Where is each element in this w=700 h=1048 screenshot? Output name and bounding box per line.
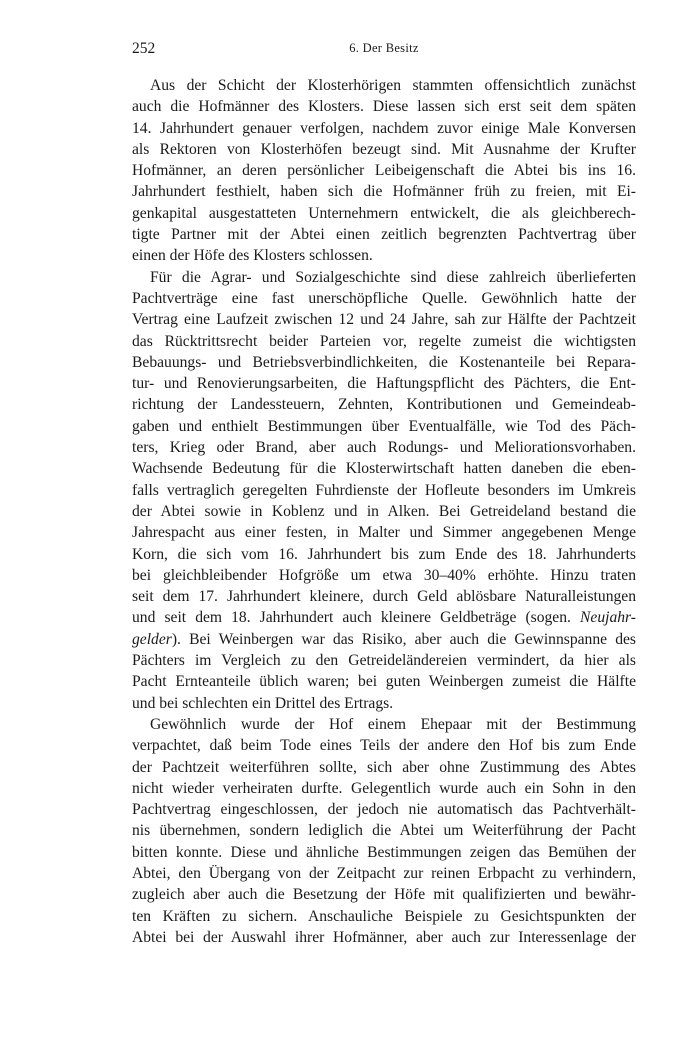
text-line: der Abtei sowie in Koblenz und in Alken. Bei Getreideland bestand die xyxy=(132,502,636,520)
text-line: und bei schlechten ein Drittel des Ertrags. xyxy=(132,694,394,712)
text-line: zugleich aber auch die Besetzung der Höfe mit qualifizierten und bewähr- xyxy=(132,886,636,904)
text-line: Gewöhnlich wurde der Hof einem Ehepaar mit der Bestimmung xyxy=(150,715,636,733)
text-line: Jahrespacht aus einer festen, in Malter und Simmer angegebenen Menge xyxy=(132,524,636,542)
text-line: Aus der Schicht der Klosterhörigen stammten offensichtlich zunächst xyxy=(150,77,636,94)
page-number: 252 xyxy=(132,40,156,57)
text-line: das Rücktrittsrecht beider Parteien vor, regelte zumeist die wichtigsten xyxy=(132,332,636,350)
text-line: Für die Agrar- und Sozialgeschichte sind diese zahlreich überlieferten xyxy=(150,268,636,286)
text-line: Vertrag eine Laufzeit zwischen 12 und 24 Jahre, sah zur Hälfte der Pachtzeit xyxy=(132,311,636,329)
text-line: Pachtverträge eine fast unerschöpfliche Quelle. Gewöhnlich hatte der xyxy=(132,289,636,307)
text-line xyxy=(132,607,636,628)
paragraph xyxy=(132,75,636,267)
text-line: bei gleichbleibender Hofgröße um etwa 30–40% erhöhte. Hinzu traten xyxy=(132,566,636,584)
text-line: verpachtet, daß beim Tode eines Teils der andere den Hof bis zum Ende xyxy=(132,737,636,755)
text-line: richtung der Landessteuern, Zehnten, Kontributionen und Gemeindeab- xyxy=(132,396,636,414)
text-line: nis übernehmen, sondern lediglich die Abtei um Weiterführung der Pacht xyxy=(132,822,636,840)
text-fragment: und seit dem 18. Jahrhundert auch kleinere Geldbeträge (sogen. xyxy=(132,609,580,627)
text-line: bitten konnte. Diese und ähnliche Bestimmungen zeigen das Bemühen der xyxy=(132,843,636,861)
text-line: der Pachtzeit weiterführen sollte, sich aber ohne Zustimmung des Abtes xyxy=(132,758,636,776)
page-header xyxy=(132,40,636,62)
text-line: falls vertraglich geregelten Fuhrdienste der Hofleute besonders im Umkreis xyxy=(132,481,636,499)
text-line: gaben und enthielt Bestimmungen über Eventualfälle, wie Tod des Päch- xyxy=(132,417,636,435)
text-line: Jahrhundert festhielt, haben sich die Hofmänner früh zu freien, mit Ei- xyxy=(132,183,636,201)
text-line xyxy=(132,629,636,650)
text-line: Pächters im Vergleich zu den Getreideländereien vermindert, da hier als xyxy=(132,652,636,670)
paragraph xyxy=(132,714,636,948)
text-line: 14. Jahrhundert genauer verfolgen, nachdem zuvor einige Male Konversen xyxy=(132,119,636,137)
text-line: nicht wieder verheiraten durfte. Gelegentlich wurde auch ein Sohn in den xyxy=(132,779,636,797)
text-line: tigte Partner mit der Abtei einen zeitlich begrenzten Pachtvertrag über xyxy=(132,226,636,244)
italic-term: gelder xyxy=(132,630,172,648)
text-line: Korn, die sich vom 16. Jahrhundert bis zum Ende des 18. Jahrhunderts xyxy=(132,545,636,563)
text-line: Pachtvertrag eingeschlossen, der jedoch nie automatisch das Pachtverhält- xyxy=(132,801,636,819)
text-line: ten Kräften zu sichern. Anschauliche Beispiele zu Gesichtspunkten der xyxy=(132,907,636,925)
body-text xyxy=(132,75,636,948)
text-line: einen der Höfe des Klosters schlossen. xyxy=(132,247,373,265)
text-line: Abtei, den Übergang von der Zeitpacht zur reinen Erbpacht zu verhindern, xyxy=(132,864,636,882)
running-head: 6. Der Besitz xyxy=(349,41,419,55)
text-line: Pacht Ernteanteile üblich waren; bei guten Weinbergen zumeist die Hälfte xyxy=(132,673,636,691)
text-line: Hofmänner, an deren persönlicher Leibeigenschaft die Abtei bis ins 16. xyxy=(132,162,636,180)
text-line: Abtei bei der Auswahl ihrer Hofmänner, aber auch zur Interessenlage der xyxy=(132,928,636,946)
text-line: auch die Hofmänner des Klosters. Diese lassen sich erst seit dem späten xyxy=(132,98,636,116)
text-line: tur- und Renovierungsarbeiten, die Haftungspflicht des Pächters, die Ent- xyxy=(132,375,636,393)
text-fragment: ). Bei Weinbergen war das Risiko, aber auch die Gewinnspanne des xyxy=(171,630,636,648)
text-line: Wachsende Bedeutung für die Klosterwirtschaft hatten daneben die eben- xyxy=(132,460,636,478)
italic-term: Neujahr- xyxy=(580,609,636,627)
text-line: ters, Krieg oder Brand, aber auch Rodungs- und Meliorationsvorhaben. xyxy=(132,439,636,457)
text-line: genkapital ausgestatteten Unternehmern entwickelt, die als gleichberech- xyxy=(132,204,636,222)
text-line: als Rektoren von Klosterhöfen bezeugt sind. Mit Ausnahme der Krufter xyxy=(132,140,636,158)
paragraph xyxy=(132,267,636,714)
text-line: seit dem 17. Jahrhundert kleinere, durch Geld ablösbare Naturalleistungen xyxy=(132,588,636,606)
text-line: Bebauungs- und Betriebsverbindlichkeiten, die Kostenanteile bei Repara- xyxy=(132,353,636,371)
